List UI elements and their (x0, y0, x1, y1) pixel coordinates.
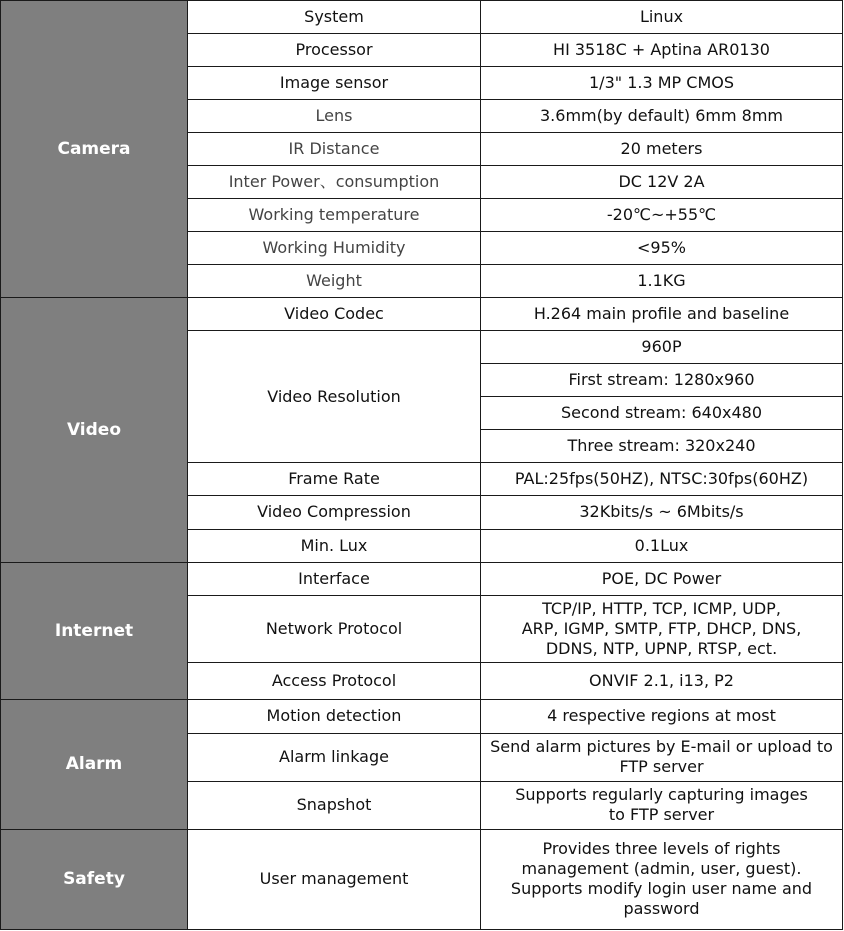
spec-value-line: to FTP server (608, 805, 715, 825)
category-camera: Camera (1, 1, 188, 298)
spec-label: Frame Rate (188, 463, 481, 496)
category-safety: Safety (1, 829, 188, 929)
spec-value: 1.1KG (481, 265, 843, 298)
table-row (1, 699, 843, 733)
spec-label: Inter Power、consumption (188, 166, 481, 199)
spec-label: System (188, 1, 481, 34)
spec-value (481, 733, 843, 781)
spec-label: IR Distance (188, 133, 481, 166)
spec-label: Working Humidity (188, 232, 481, 265)
spec-value: HI 3518C + Aptina AR0130 (481, 34, 843, 67)
spec-value: POE, DC Power (481, 562, 843, 595)
spec-label: Interface (188, 562, 481, 595)
spec-label: Processor (188, 34, 481, 67)
spec-label: Video Compression (188, 496, 481, 529)
spec-label: Access Protocol (188, 662, 481, 699)
spec-label: Video Resolution (188, 331, 481, 463)
spec-label: Image sensor (188, 67, 481, 100)
spec-label: Motion detection (188, 699, 481, 733)
spec-value: Linux (481, 1, 843, 34)
spec-value (481, 781, 843, 829)
spec-value-line: password (623, 899, 700, 919)
spec-value (481, 595, 843, 662)
spec-value-line: Supports modify login user name and (510, 879, 813, 899)
spec-value: 32Kbits/s ~ 6Mbits/s (481, 496, 843, 529)
spec-value: 960P (481, 331, 843, 364)
spec-label: Min. Lux (188, 529, 481, 562)
spec-value: 20 meters (481, 133, 843, 166)
table-row (1, 829, 843, 929)
spec-value: First stream: 1280x960 (481, 364, 843, 397)
spec-value: Three stream: 320x240 (481, 430, 843, 463)
spec-value-line: DDNS, NTP, UPNP, RTSP, ect. (545, 638, 778, 658)
spec-label: User management (188, 829, 481, 929)
spec-value: ONVIF 2.1, i13, P2 (481, 662, 843, 699)
spec-value-line: Provides three levels of rights (542, 839, 781, 859)
spec-label: Video Codec (188, 298, 481, 331)
spec-value: <95% (481, 232, 843, 265)
spec-label: Network Protocol (188, 595, 481, 662)
spec-value-line: ARP, IGMP, SMTP, FTP, DHCP, DNS, (521, 618, 802, 638)
spec-value-line: TCP/IP, HTTP, TCP, ICMP, UDP, (542, 598, 781, 618)
spec-value: Second stream: 640x480 (481, 397, 843, 430)
spec-label: Snapshot (188, 781, 481, 829)
spec-value: 4 respective regions at most (481, 699, 843, 733)
spec-value: 1/3" 1.3 MP CMOS (481, 67, 843, 100)
spec-value-line: Send alarm pictures by E-mail or upload to (490, 737, 833, 757)
spec-value: 0.1Lux (481, 529, 843, 562)
spec-value: PAL:25fps(50HZ), NTSC:30fps(60HZ) (481, 463, 843, 496)
table-row (1, 1, 843, 34)
spec-value: DC 12V 2A (481, 166, 843, 199)
spec-label: Working temperature (188, 199, 481, 232)
spec-label: Weight (188, 265, 481, 298)
category-video: Video (1, 298, 188, 562)
spec-value (481, 829, 843, 929)
spec-value-line: management (admin, user, guest). (521, 859, 802, 879)
spec-label: Lens (188, 100, 481, 133)
table-row (1, 562, 843, 595)
spec-value: -20℃~+55℃ (481, 199, 843, 232)
category-alarm: Alarm (1, 699, 188, 829)
category-internet: Internet (1, 562, 188, 699)
spec-value: H.264 main profile and baseline (481, 298, 843, 331)
spec-value: 3.6mm(by default) 6mm 8mm (481, 100, 843, 133)
spec-value-line: FTP server (619, 757, 704, 777)
table-row (1, 298, 843, 331)
spec-label: Alarm linkage (188, 733, 481, 781)
spec-value-line: Supports regularly capturing images (515, 785, 808, 805)
